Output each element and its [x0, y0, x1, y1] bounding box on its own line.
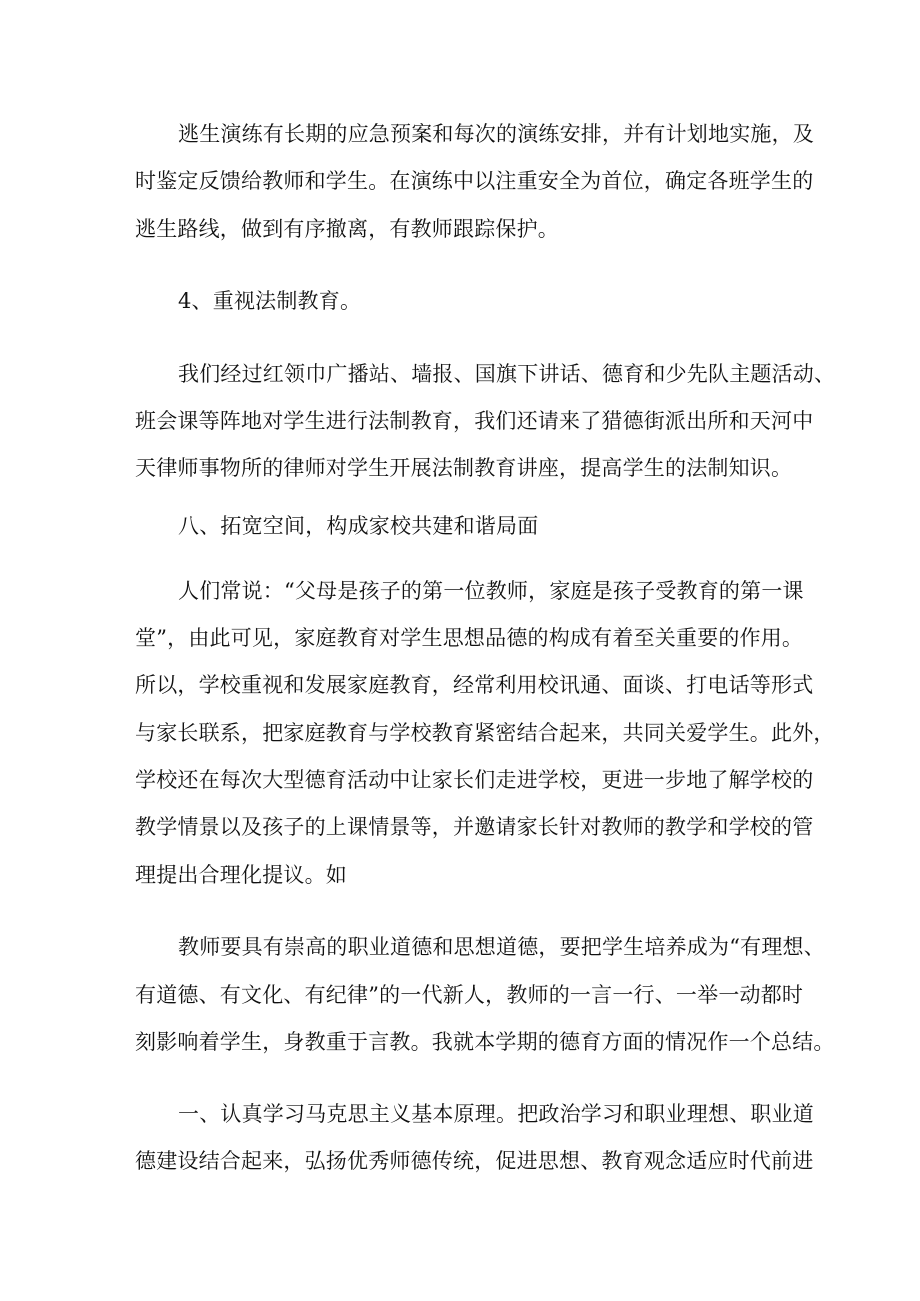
paragraph-legal-line-3: 天律师事物所的律师对学生开展法制教育讲座，提高学生的法制知识。	[135, 456, 793, 480]
paragraph-evacuation-line-2: 时鉴定反馈给教师和学生。在演练中以注重安全为首位，确定各班学生的	[135, 169, 814, 193]
paragraph-section1-line-2: 德建设结合起来，弘扬优秀师德传统，促进思想、教育观念适应时代前进	[135, 1149, 814, 1173]
paragraph-ethics-line-2: 有道德、有文化、有纪律”的一代新人，教师的一言一行、一举一动都时	[135, 983, 804, 1007]
paragraph-ethics-line-3: 刻影响着学生，身教重于言教。我就本学期的德育方面的情况作一个总结。	[135, 1030, 835, 1054]
paragraph-home-line-6: 教学情景以及孩子的上课情景等，并邀请家长针对教师的教学和学校的管	[135, 815, 814, 839]
paragraph-home-line-1: 人们常说：“父母是孩子的第一位教师，家庭是孩子受教育的第一课	[178, 579, 804, 603]
paragraph-home-line-5: 学校还在每次大型德育活动中让家长们走进学校，更进一步地了解学校的	[135, 768, 814, 792]
paragraph-home-line-7: 理提出合理化提议。如	[135, 863, 347, 887]
paragraph-ethics-line-1: 教师要具有崇高的职业道德和思想道德，要把学生培养成为“有理想、	[178, 935, 825, 959]
paragraph-evacuation-line-1: 逃生演练有长期的应急预案和每次的演练安排，并有计划地实施，及	[178, 122, 814, 146]
paragraph-section1-line-1: 一、认真学习马克思主义基本原理。把政治学习和职业理想、职业道	[178, 1102, 814, 1126]
paragraph-home-line-4: 与家长联系，把家庭教育与学校教育紧密结合起来，共同关爱学生。此外，	[135, 721, 835, 745]
paragraph-legal-line-2: 班会课等阵地对学生进行法制教育，我们还请来了猎德街派出所和天河中	[135, 409, 814, 433]
heading-legal-education: 4、重视法制教育。	[178, 289, 362, 313]
paragraph-home-line-2: 堂”，由此可见，家庭教育对学生思想品德的构成有着至关重要的作用。	[135, 626, 804, 650]
paragraph-home-line-3: 所以，学校重视和发展家庭教育，经常利用校讯通、面谈、打电话等形式	[135, 673, 814, 697]
paragraph-legal-line-1: 我们经过红领巾广播站、墙报、国旗下讲话、德育和少先队主题活动、	[178, 362, 836, 386]
paragraph-evacuation-line-3: 逃生路线，做到有序撤离，有教师跟踪保护。	[135, 217, 559, 241]
heading-home-school: 八、拓宽空间，构成家校共建和谐局面	[178, 514, 539, 538]
